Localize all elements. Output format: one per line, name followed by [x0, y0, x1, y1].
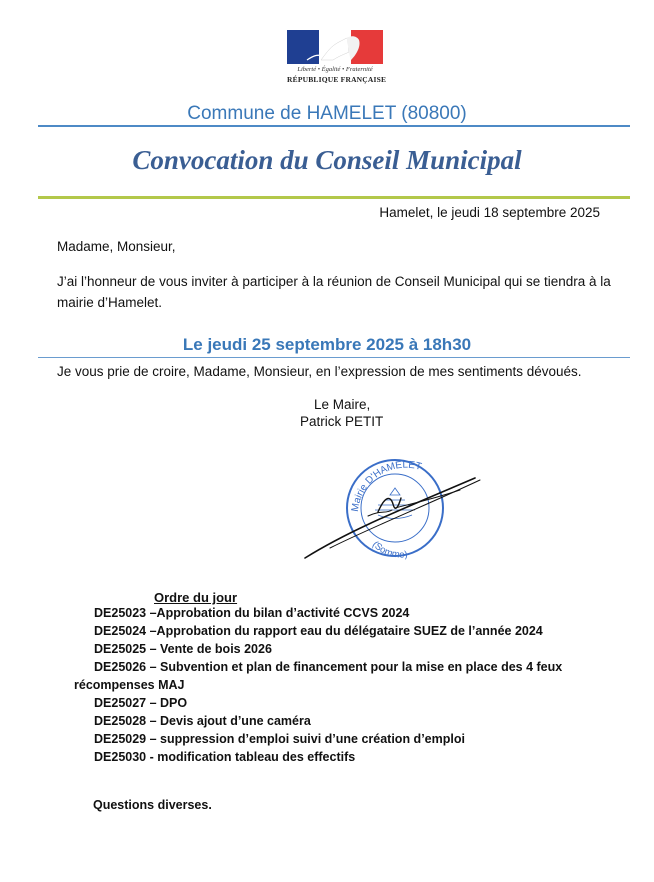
signatory-title: Le Maire, [314, 397, 371, 412]
mairie-stamp-signature [260, 450, 510, 580]
stamp-top-text: Mairie D'HAMELET [349, 459, 423, 513]
signatory-name: Patrick PETIT [300, 414, 384, 429]
document-title: Convocation du Conseil Municipal [132, 145, 522, 175]
questions-diverses: Questions diverses. [93, 798, 212, 812]
closing-formula: Je vous prie de croire, Madame, Monsieur, en l’expression de mes sentiments dévoués. [57, 364, 582, 379]
commune-heading: Commune de HAMELET (80800) [187, 103, 467, 124]
divider [38, 357, 630, 358]
agenda-item: DE25029 – suppression d’emploi suivi d’une création d’emploi [94, 732, 465, 746]
letter-body: J’ai l’honneur de vous inviter à participer à la réunion de Conseil Municipal qui se tiendra à la mairie d’Hamelet. [57, 274, 611, 310]
divider [38, 125, 630, 127]
dateline: Hamelet, le jeudi 18 septembre 2025 [379, 205, 600, 220]
handwritten-signature [305, 478, 480, 561]
republique-francaise-logo [287, 30, 387, 92]
agenda-item: DE25025 – Vente de bois 2026 [94, 642, 272, 656]
french-flag-icon [287, 30, 383, 64]
stamp-bottom-text: (Somme) [369, 539, 409, 561]
meeting-date: Le jeudi 25 septembre 2025 à 18h30 [182, 335, 472, 354]
agenda-heading: Ordre du jour [154, 590, 238, 605]
republic-name: RÉPUBLIQUE FRANÇAISE [287, 75, 387, 84]
agenda-item: DE25023 –Approbation du bilan d’activité CCVS 2024 [94, 606, 410, 620]
agenda-item: DE25024 –Approbation du rapport eau du délégataire SUEZ de l’année 2024 [94, 624, 543, 638]
agenda-item: DE25030 - modification tableau des effectifs [94, 750, 356, 764]
agenda-item-continuation: récompenses MAJ [74, 678, 185, 692]
agenda-item: DE25026 – Subvention et plan de financement pour la mise en place des 4 feux [94, 660, 563, 674]
agenda-item: DE25028 – Devis ajout d’une caméra [94, 714, 311, 728]
salutation: Madame, Monsieur, [57, 239, 176, 254]
agenda-item: DE25027 – DPO [94, 696, 188, 710]
republic-motto: Liberté • Égalité • Fraternité [297, 66, 373, 73]
divider [38, 196, 630, 199]
stamp-emblem-icon [375, 488, 415, 519]
